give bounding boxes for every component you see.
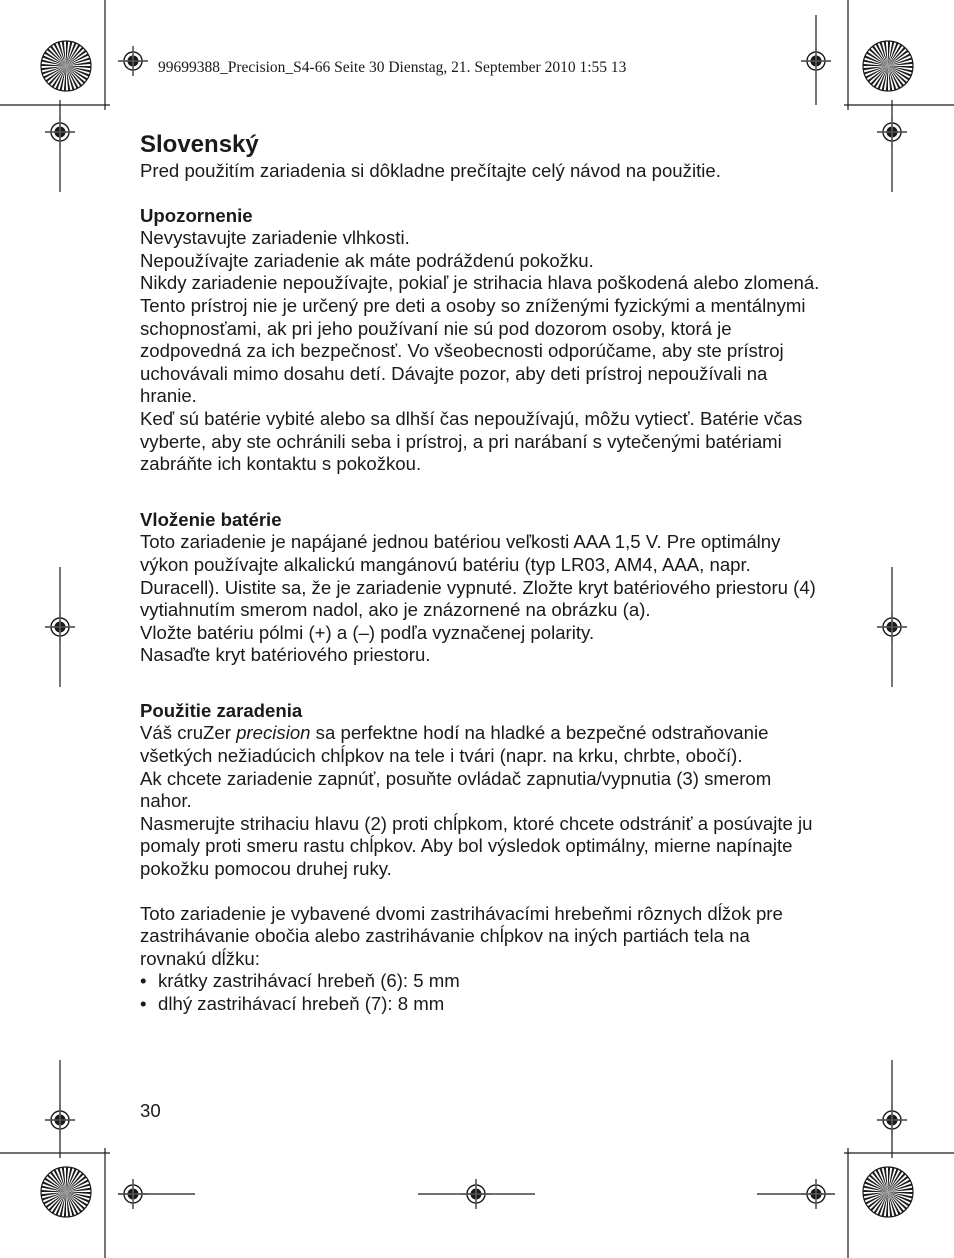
warning-line: Nevystavujte zariadenie vlhkosti. [140, 227, 410, 249]
intro-text: Pred použitím zariadenia si dôkladne prečítajte celý návod na použitie. [140, 160, 721, 181]
registration-mark [801, 46, 831, 76]
page-title: Slovenský [140, 131, 259, 158]
star-target-mark [41, 41, 91, 91]
registration-mark [45, 612, 75, 642]
star-target-mark [863, 41, 913, 91]
list-item-text: krátky zastrihávací hrebeň (6): 5 mm [158, 970, 460, 992]
usage-intro-start: Váš cruZer [140, 722, 237, 744]
page-number: 30 [140, 1100, 161, 1121]
registration-mark [45, 117, 75, 147]
star-target-mark [41, 1167, 91, 1217]
registration-mark [118, 1179, 148, 1209]
registration-mark [801, 1179, 831, 1209]
battery-line: Nasaďte kryt batériového priestoru. [140, 644, 431, 666]
usage-line: Ak chcete zariadenie zapnúť, posuňte ovládač zapnutia/vypnutia (3) smerom nahor. [140, 767, 772, 812]
warning-line: Tento prístroj nie je určený pre deti a osoby so zníženými fyzickými a mentálnymi schopnosťami, ak pri jeho používaní nie sú pod dozorom osoby, ktorá je zodpovedná za ich bezpečnosť. Vo všeobecnosti odporúčame, aby ste prístroj uchovávali mimo dosahu detí. Dávajte pozor, aby deti prístroj nepoužívali na hranie. [140, 294, 806, 407]
print-slug-header: 99699388_Precision_S4-66 Seite 30 Dienstag, 21. September 2010 1:55 13 [158, 59, 627, 76]
document-body [140, 130, 820, 1016]
registration-mark [461, 1179, 491, 1209]
list-item [140, 993, 820, 1016]
usage-intro [140, 722, 820, 767]
warning-heading: Upozornenie [140, 204, 253, 226]
registration-mark [118, 46, 148, 76]
list-item-text: dlhý zastrihávací hrebeň (7): 8 mm [158, 993, 445, 1014]
warning-line: Nikdy zariadenie nepoužívajte, pokiaľ je strihacia hlava poškodená alebo zlomená. [140, 272, 820, 294]
usage-heading: Použitie zaradenia [140, 699, 303, 721]
usage-line: Nasmerujte strihaciu hlavu (2) proti chĺpkom, ktoré chcete odstrániť a posúvajte ju pomaly proti smeru rastu chĺpkov. Aby bol výsledok optimálny, mierne napínajte pokožku pomocou druhej ruky. [140, 812, 813, 880]
registration-mark [877, 612, 907, 642]
list-item [140, 970, 820, 993]
registration-mark [45, 1105, 75, 1135]
usage-intro-end: sa perfektne hodí na hladké a bezpečné odstraňovanie všetkých nežiadúcich chĺpkov na tele i tvári (napr. na krku, chrbte, obočí). [140, 722, 769, 767]
battery-heading: Vloženie batérie [140, 508, 282, 530]
bullet-symbol: • [140, 970, 147, 992]
product-name: precision [236, 722, 311, 744]
battery-line: Vložte batériu pólmi (+) a (–) podľa vyznačenej polarity. [140, 621, 595, 643]
warning-line: Keď sú batérie vybité alebo sa dlhší čas nepoužívajú, môžu vytiecť. Batérie včas vyberte, aby ste ochránili seba i prístroj, a pri narábaní s vytečenými batériami zabráňte ich kontaktu s pokožkou. [140, 407, 803, 475]
registration-mark [877, 117, 907, 147]
bullet-symbol: • [140, 993, 147, 1014]
combs-intro: Toto zariadenie je vybavené dvomi zastrihávacími hrebeňmi rôznych dĺžok pre zastrihávanie obočia alebo zastrihávanie chĺpkov na iných partiách tela na rovnakú dĺžku: [140, 902, 783, 969]
star-target-mark [863, 1167, 913, 1217]
registration-mark [877, 1105, 907, 1135]
warning-line: Nepoužívajte zariadenie ak máte podráždenú pokožku. [140, 249, 594, 271]
battery-line: Toto zariadenie je napájané jednou batériou veľkosti AAA 1,5 V. Pre optimálny výkon používajte alkalickú mangánovú batériu (typ LR03, AM4, AAA, napr. Duracell). Uistite sa, že je zariadenie vypnuté. Zložte kryt batériového priestoru (4) vytiahnutím smerom nadol, ako je znázornené na obrázku (a). [140, 531, 816, 621]
